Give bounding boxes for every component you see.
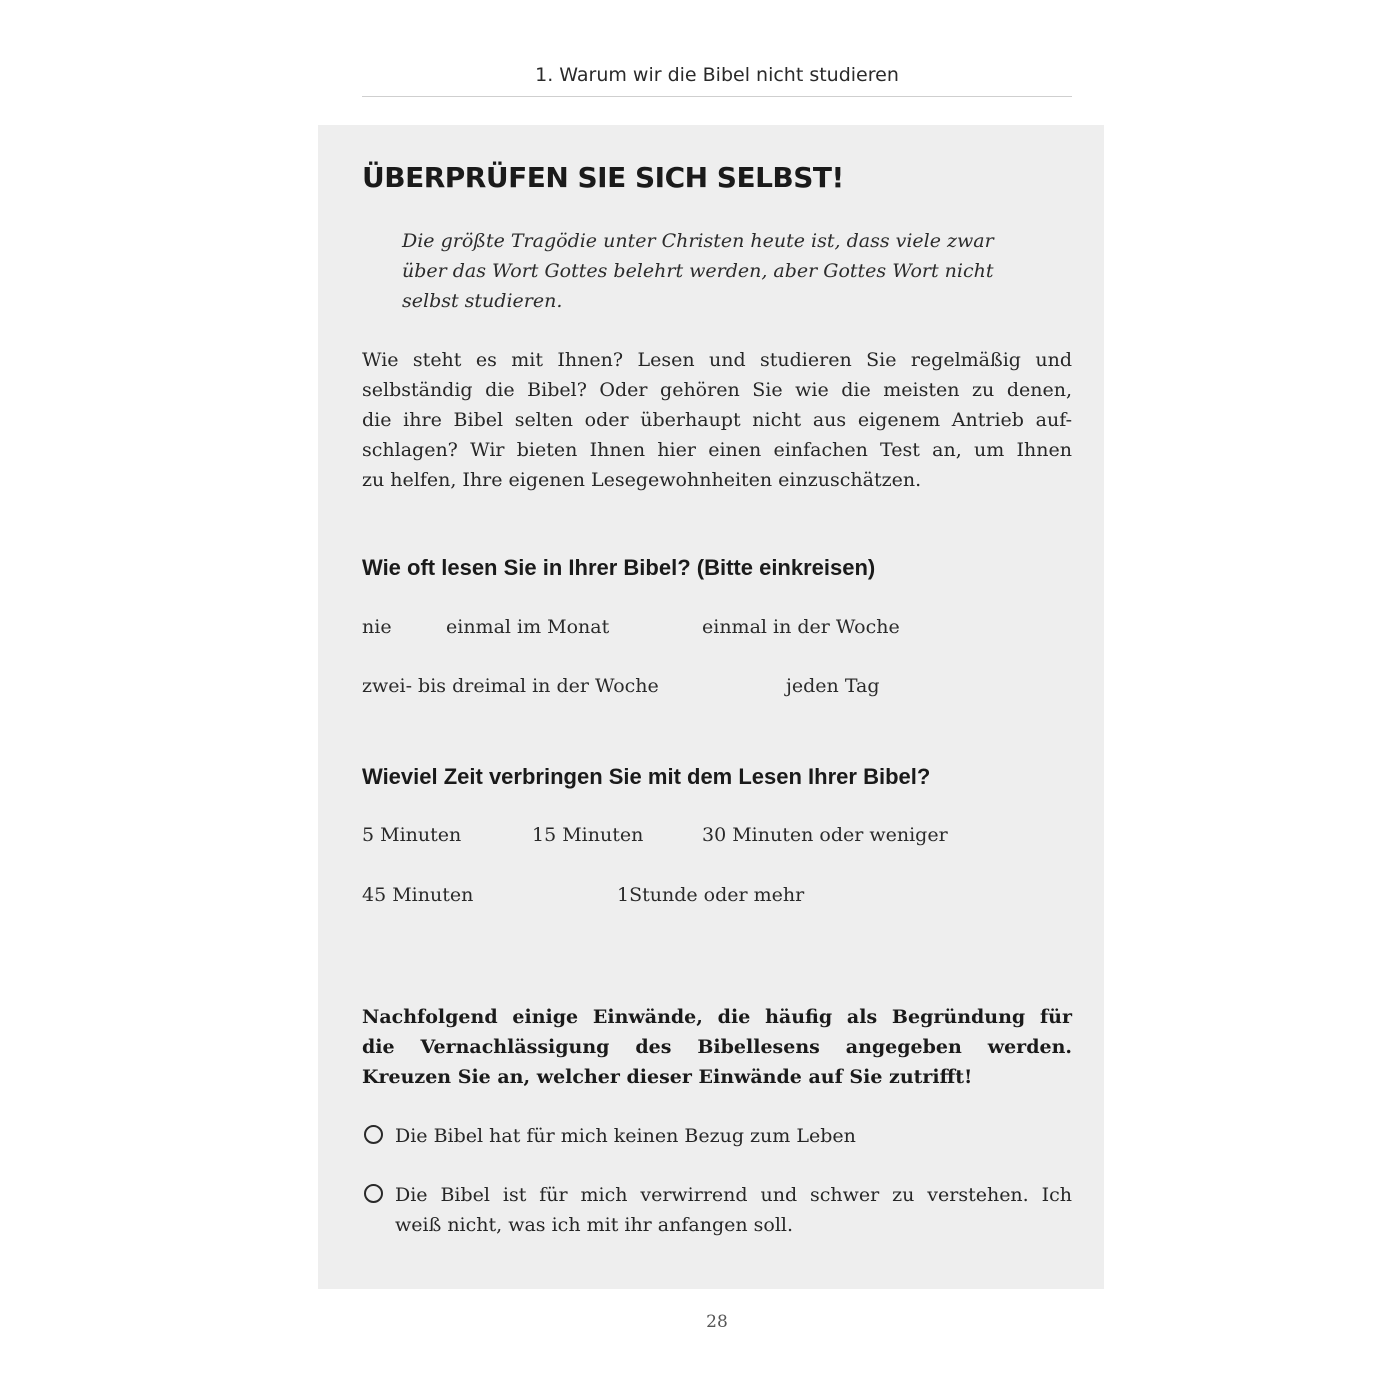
duration-option-15min[interactable]: 15 Minuten	[532, 824, 644, 846]
self-check-box	[318, 125, 1104, 1289]
question-frequency: Wie oft lesen Sie in Ihrer Bibel? (Bitte einkreisen)	[362, 555, 876, 580]
frequency-option-monthly[interactable]: einmal im Monat	[446, 616, 610, 638]
objections-intro-line: die Vernachlässigung des Bibellesens angegeben werden.	[362, 1036, 1072, 1058]
duration-option-30min[interactable]: 30 Minuten oder weniger	[702, 824, 948, 846]
objection-text	[395, 1180, 1072, 1240]
quote-line: Die größte Tragödie unter Christen heute ist, dass viele zwar	[402, 230, 994, 252]
quote	[402, 226, 1042, 316]
intro-line: schlagen? Wir bieten Ihnen hier einen einfachen Test an, um Ihnen	[362, 439, 1072, 461]
quote-line: über das Wort Gottes belehrt werden, aber Gottes Wort nicht	[402, 260, 994, 282]
duration-option-45min[interactable]: 45 Minuten	[362, 884, 474, 906]
duration-option-1hour[interactable]: 1Stunde oder mehr	[617, 884, 805, 906]
frequency-option-daily[interactable]: jeden Tag	[786, 675, 880, 697]
intro-line: selbständig die Bibel? Oder gehören Sie wie die meisten zu denen,	[362, 379, 1072, 401]
objection-line: Die Bibel hat für mich keinen Bezug zum Leben	[395, 1125, 856, 1147]
objection-text	[395, 1121, 1072, 1151]
frequency-option-two-three-weekly[interactable]: zwei- bis dreimal in der Woche	[362, 675, 659, 697]
radio-circle-icon[interactable]	[364, 1184, 383, 1203]
objections-intro-line: Kreuzen Sie an, welcher dieser Einwände auf Sie zutrifft!	[362, 1066, 973, 1088]
radio-circle-icon[interactable]	[364, 1125, 383, 1144]
quote-line: selbst studieren.	[402, 290, 563, 312]
section-title: ÜBERPRÜFEN SIE SICH SELBST!	[362, 161, 844, 194]
frequency-option-weekly[interactable]: einmal in der Woche	[702, 616, 900, 638]
frequency-option-never[interactable]: nie	[362, 616, 392, 638]
intro-line: die ihre Bibel selten oder überhaupt nicht aus eigenem Antrieb auf-	[362, 409, 1072, 431]
intro-line: Wie steht es mit Ihnen? Lesen und studieren Sie regelmäßig und	[362, 349, 1072, 371]
intro-line: zu helfen, Ihre eigenen Lesegewohnheiten einzuschätzen.	[362, 469, 922, 491]
page-number: 28	[706, 1312, 728, 1332]
objections-intro-line: Nachfolgend einige Einwände, die häufig als Begründung für	[362, 1006, 1072, 1028]
objections-intro	[362, 1002, 1072, 1092]
intro-paragraph	[362, 345, 1072, 495]
objection-line: weiß nicht, was ich mit ihr anfangen soll.	[395, 1214, 794, 1236]
question-duration: Wieviel Zeit verbringen Sie mit dem Lesen Ihrer Bibel?	[362, 764, 931, 789]
duration-option-5min[interactable]: 5 Minuten	[362, 824, 462, 846]
header-divider	[362, 96, 1072, 97]
objection-line: Die Bibel ist für mich verwirrend und schwer zu verstehen. Ich	[395, 1184, 1072, 1206]
running-header: 1. Warum wir die Bibel nicht studieren	[535, 64, 899, 86]
